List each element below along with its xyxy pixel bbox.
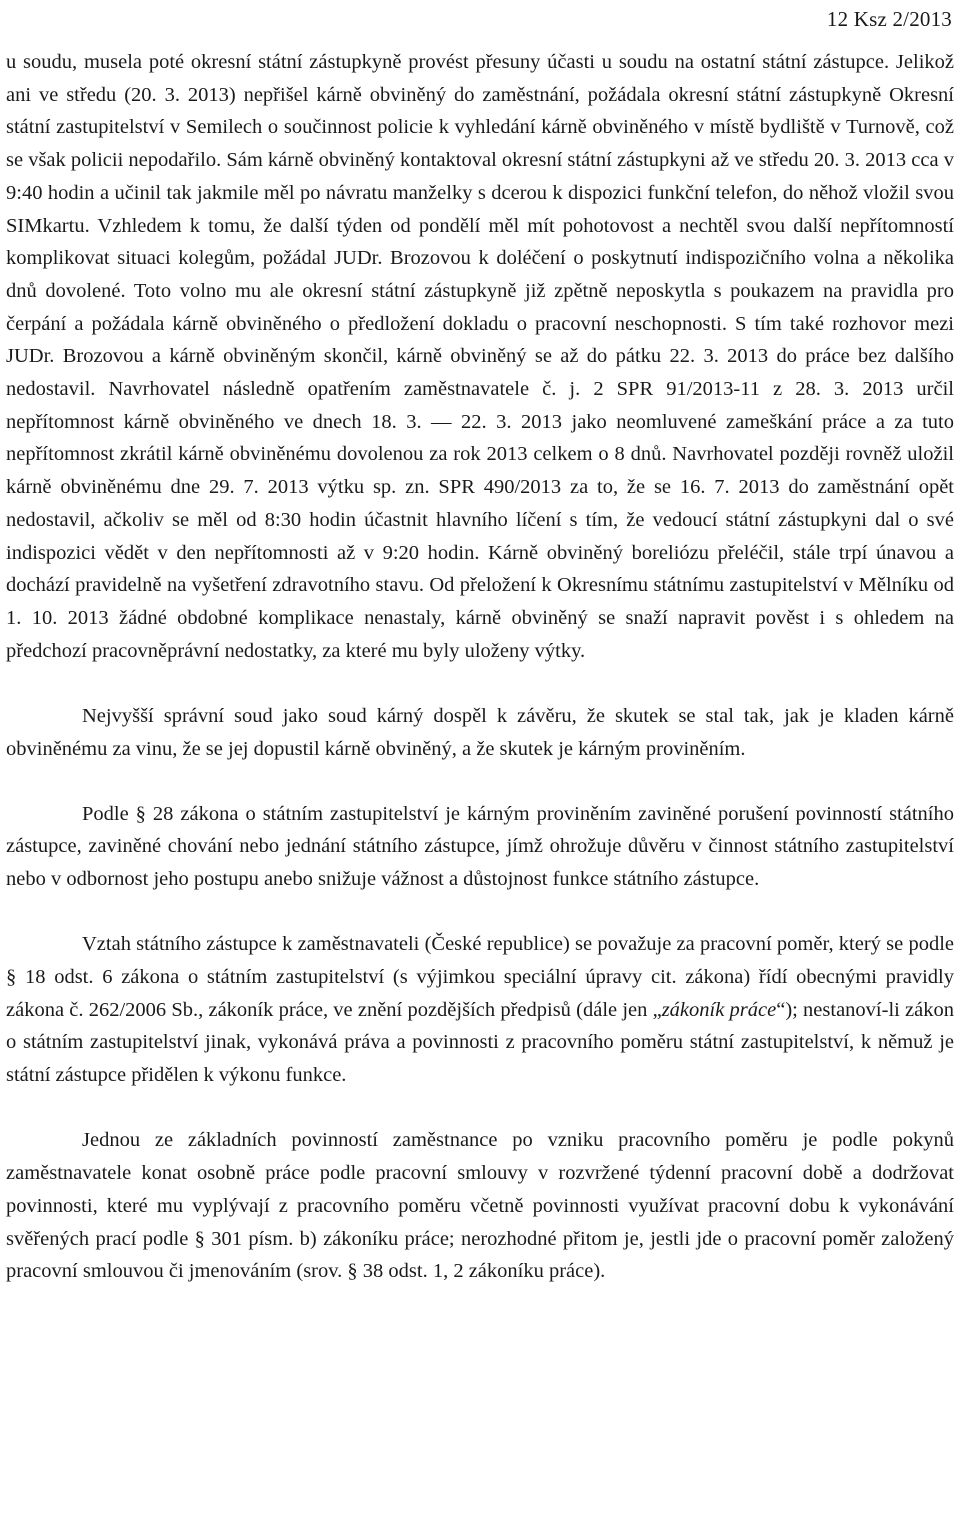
employment-relation-text-end: “); nestanoví-li zákon o státním zastupitelství jinak, vykonává práva a povinnosti z pracovního poměru státní zastupitelství, k němuž je státní zástupce přidělen k výkonu funkce.: [6, 998, 954, 1087]
paragraph-case-facts: u soudu, musela poté okresní státní zástupkyně provést přesuny účasti u soudu na ostatní státní zástupce. Jelikož ani ve středu (20. 3. 2013) nepřišel kárně obviněný do zaměstnání, požádala okresní státní zástupkyně Okresní státní zastupitelství v Semilech o součinnost policie k vyhledání kárně obviněného v místě bydliště v Turnově, což se však policii nepodařilo. Sám kárně obviněný kontaktoval okresní státní zástupkyni až ve středu 20. 3. 2013 cca v 9:40 hodin a učinil tak jakmile měl po návratu manželky s dcerou k dispozici funkční telefon, do něhož vložil svou SIMkartu. Vzhledem k tomu, že další týden od pondělí měl mít pohotovost a nechtěl svou další nepřítomností komplikovat situaci kolegům, požádal JUDr. Brozovou k doléčení o poskytnutí indispozičního volna a několika dnů dovolené. Toto volno mu ale okresní státní zástupkyně již zpětně neposkytla s poukazem na pravidla pro čerpání a požádala kárně obviněného o předložení dokladu o pracovní neschopnosti. S tím také rozhovor mezi JUDr. Brozovou a kárně obviněným skončil, kárně obviněný se až do pátku 22. 3. 2013 do práce bez dalšího nedostavil. Navrhovatel následně opatřením zaměstnavatele č. j. 2 SPR 91/2013-11 z 28. 3. 2013 určil nepřítomnost kárně obviněného ve dnech 18. 3. — 22. 3. 2013 jako neomluvené zameškání práce a za tuto nepřítomnost zkrátil kárně obviněnému dovolenou za rok 2013 celkem o 8 dnů. Navrhovatel později rovněž uložil kárně obviněnému dne 29. 7. 2013 výtku sp. zn. SPR 490/2013 za to, že se 16. 7. 2013 do zaměstnání opět nedostavil, ačkoliv se měl od 8:30 hodin účastnit hlavního líčení s tím, že vedoucí státní zástupkyni dal o své indispozici vědět v den nepřítomnosti až v 9:20 hodin. Kárně obviněný boreliózu přeléčil, stále trpí únavou a dochází pravidelně na vyšetření zdravotního stavu. Od přeložení k Okresnímu státnímu zastupitelství v Mělníku od 1. 10. 2013 žádné obdobné komplikace nenastaly, kárně obviněný se snaží napravit pověst i s ohledem na předchozí pracovněprávní nedostatky, za které mu byly uloženy výtky.: [6, 51, 954, 662]
document-body: [6, 46, 954, 1288]
employment-relation-text-start: Vztah státního zástupce k zaměstnavateli (České republice) se považuje za pracovní poměr, který se podle § 18 odst. 6 zákona o státním zastupitelství (s výjimkou speciální úpravy cit. zákona) řídí obecnými pravidly zákona č. 262/2006 Sb., zákoník práce, ve znění pozdějších předpisů (dále jen „: [6, 933, 954, 1021]
paragraph-employee-duties: Jednou ze základních povinností zaměstnance po vzniku pracovního poměru je podle pokynů zaměstnavatele konat osobně práce podle pracovní smlouvy v rozvržené týdenní pracovní době a dodržovat povinnosti, které mu vyplývají z pracovního poměru včetně povinnosti využívat pracovní dobu k vykonávání svěřených prací podle § 301 písm. b) zákoníku práce; nerozhodné přitom je, jestli jde o pracovní poměr založený pracovní smlouvou či jmenováním (srov. § 38 odst. 1, 2 zákoníku práce).: [6, 1129, 954, 1283]
paragraph-employment-relation: [6, 928, 954, 1092]
case-number-header: 12 Ksz 2/2013: [826, 7, 952, 31]
labour-code-abbreviation: zákoník práce: [661, 998, 777, 1021]
paragraph-court-conclusion: Nejvyšší správní soud jako soud kárný dospěl k závěru, že skutek se stal tak, jak je kladen kárně obviněnému za vinu, že se jej dopustil kárně obviněný, a že skutek je kárným proviněním.: [6, 704, 954, 760]
paragraph-disciplinary-definition: Podle § 28 zákona o státním zastupitelství je kárným proviněním zaviněné porušení povinností státního zástupce, zaviněné chování nebo jednání státního zástupce, jímž ohrožuje důvěru v činnost státního zastupitelství nebo v odbornost jeho postupu anebo snižuje vážnost a důstojnost funkce státního zástupce.: [6, 802, 954, 891]
